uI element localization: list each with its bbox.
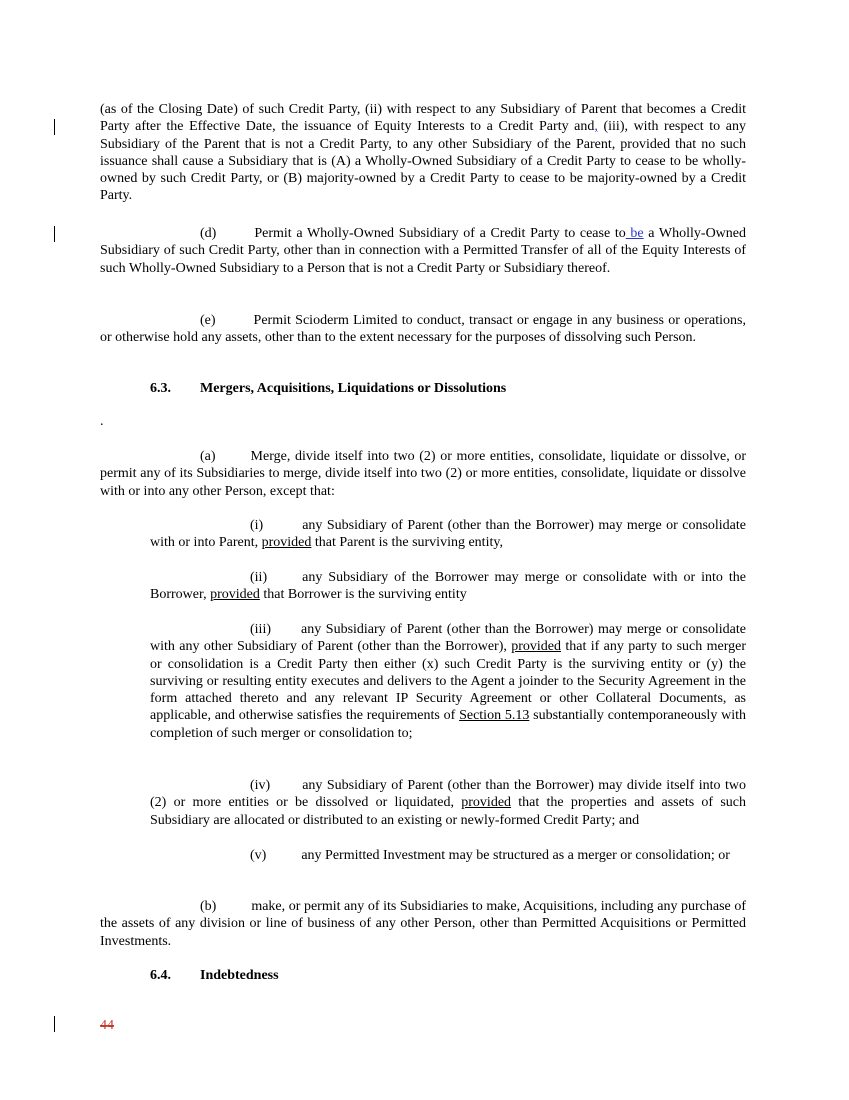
paragraph-label: (a) bbox=[200, 449, 216, 464]
paragraph-label: (v) bbox=[250, 848, 267, 863]
subparagraph-v: (v) any Permitted Investment may be structured as a merger or consolidation; or bbox=[250, 848, 730, 863]
change-bar bbox=[54, 1016, 55, 1032]
paragraph-label: (d) bbox=[200, 226, 217, 241]
change-bar bbox=[54, 226, 55, 242]
paragraph-b: (b) make, or permit any of its Subsidiaries to make, Acquisitions, including any purchase of the assets of any division or line of business of any other Person, other than Permitted Acquisitions or Permitted Investments. bbox=[100, 899, 746, 949]
paragraph-a: (a) Merge, divide itself into two (2) or more entities, consolidate, liquidate or dissolve, or permit any of its Subsidiaries to merge, divide itself into two (2) or more entities, consolidate, liquidate or dissolve with or into any other Person, except that: bbox=[100, 449, 746, 499]
page-number: 44 bbox=[100, 1018, 114, 1033]
subparagraph-iv: (iv) any Subsidiary of Parent (other than the Borrower) may divide itself into two (2) or more entities or be dissolved or liquidated, provided that the properties and assets of such Subsidiary are allocated or distributed to an existing or newly-formed Credit Party; and bbox=[150, 778, 746, 828]
subparagraph-i: (i) any Subsidiary of Parent (other than the Borrower) may merge or consolidate with or into Parent, provided that Parent is the surviving entity, bbox=[150, 518, 746, 551]
section-heading-6-4: 6.4. Indebtedness bbox=[150, 968, 279, 983]
subparagraph-iii: (iii) any Subsidiary of Parent (other than the Borrower) may merge or consolidate with any other Subsidiary of Parent (other than the Borrower), provided that if any party to such merger or consolidation is a Credit Party then either (x) such Credit Party is the surviving entity or (y) the surviving or resulting entity executes and delivers to the Agent a joinder to the Security Agreement in the form attached thereto and any relevant IP Security Agreement or other Collateral Documents, as applicable, and otherwise satisfies the requirements of Section 5.13 substantially contemporaneously with completion of such merger or consolidation to; bbox=[150, 622, 747, 741]
inserted-text: be bbox=[625, 226, 644, 241]
paragraph-label: (e) bbox=[200, 313, 216, 328]
paragraph-label: (iv) bbox=[250, 778, 271, 793]
paragraph-label: (b) bbox=[200, 899, 217, 914]
stray-period: . bbox=[100, 414, 104, 429]
change-bar bbox=[54, 119, 55, 135]
paragraph-label: (i) bbox=[250, 518, 264, 533]
inserted-text: , bbox=[594, 119, 598, 135]
paragraph-label: (ii) bbox=[250, 570, 268, 585]
section-heading-6-3: 6.3. Mergers, Acquisitions, Liquidations or Dissolutions bbox=[150, 381, 507, 396]
paragraph-d: (d) Permit a Wholly-Owned Subsidiary of a Credit Party to cease to be a Wholly-Owned Subsidiary of such Credit Party, other than in connection with a Permitted Transfer of all of the Equity Interests of such Wholly-Owned Subsidiary to a Person that is not a Credit Party or Subsidiary thereof. bbox=[100, 226, 747, 276]
paragraph-label: (iii) bbox=[250, 622, 271, 637]
subparagraph-ii: (ii) any Subsidiary of the Borrower may merge or consolidate with or into the Borrower, provided that Borrower is the surviving entity bbox=[150, 570, 746, 603]
paragraph-continuation: (as of the Closing Date) of such Credit Party, (ii) with respect to any Subsidiary of Parent that becomes a Credit Party after the Effective Date, the issuance of Equity Interests to a Credit Party and, (iii), with respect to any Subsidiary of the Parent that is not a Credit Party, to any other Subsidiary of the Parent, provided that no such issuance shall cause a Subsidiary that is (A) a Wholly-Owned Subsidiary of a Credit Party to cease to be wholly-owned by such Credit Party, or (B) majority-owned by a Credit Party to cease to be majority-owned by a Credit Party. bbox=[100, 102, 746, 204]
paragraph-e: (e) Permit Scioderm Limited to conduct, transact or engage in any business or operations, or otherwise hold any assets, other than to the extent necessary for the purposes of dissolving such Person. bbox=[100, 313, 746, 346]
